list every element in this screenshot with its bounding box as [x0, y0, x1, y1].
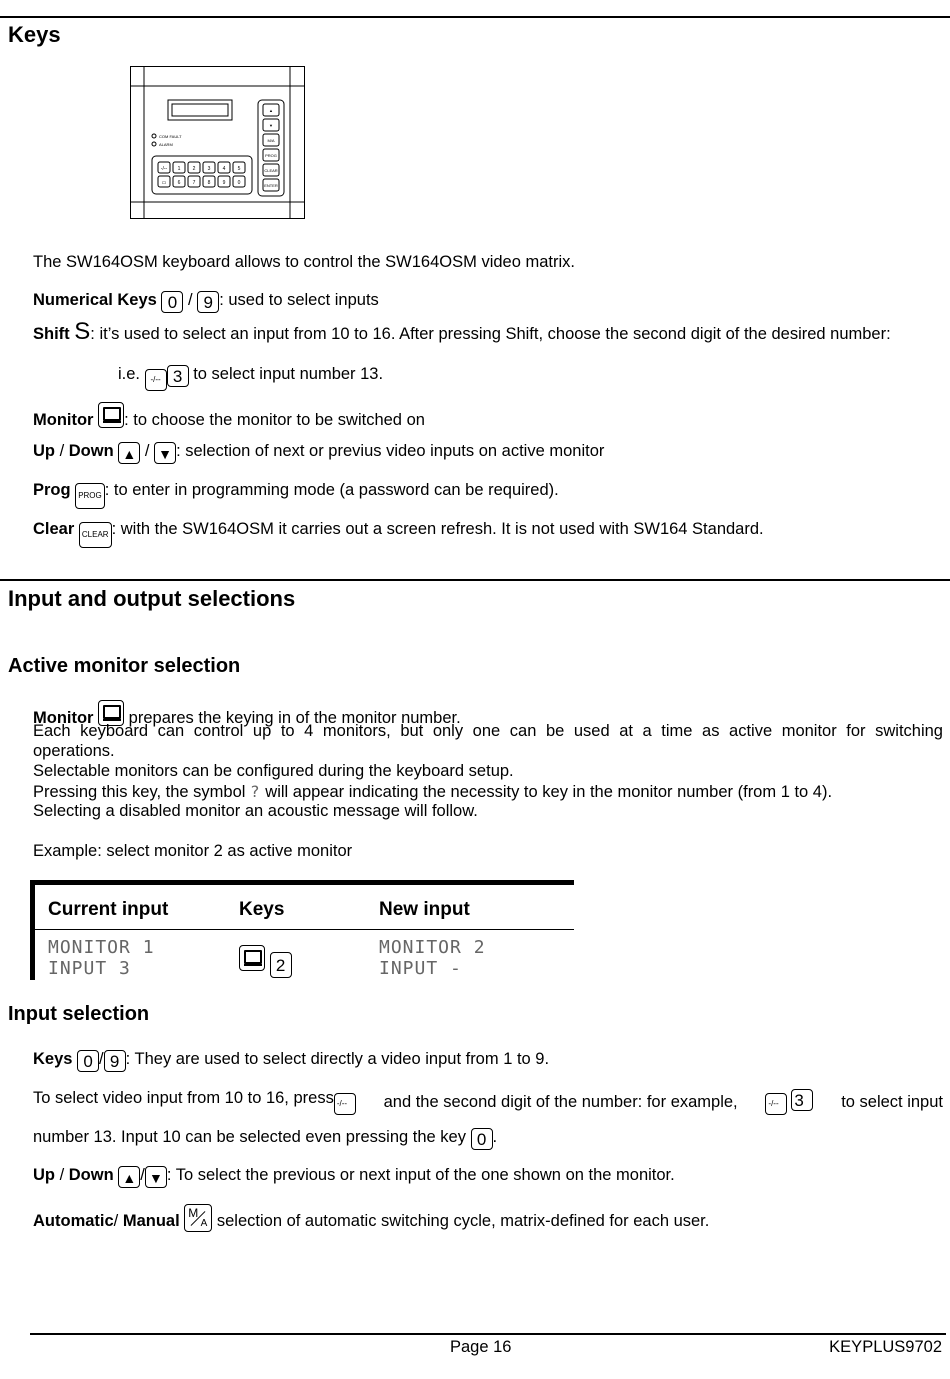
down-arrow-key-icon[interactable]: ▼ — [145, 1166, 167, 1188]
monitor-label-2: Monitor — [33, 709, 94, 727]
ie-desc: to select input number 13. — [193, 365, 384, 383]
number-line — [33, 1127, 497, 1150]
key-9[interactable]: 9 — [104, 1050, 126, 1072]
page-number: Page 16 — [450, 1338, 512, 1356]
auto-manual-desc: selection of automatic switching cycle, matrix-defined for each user. — [216, 1212, 710, 1230]
kbd-key-label: ▭ — [161, 180, 167, 186]
kbd-key-label: 0 — [237, 180, 241, 186]
updown2-line — [33, 1165, 675, 1188]
kbd-key-label: 2 — [192, 166, 196, 172]
footer-rule — [30, 1333, 946, 1335]
para-selectable: Selectable monitors can be configured during the keyboard setup. — [33, 762, 514, 780]
key-3[interactable]: 3 — [791, 1089, 813, 1111]
monitor-label: Monitor — [33, 411, 94, 429]
keys-select-desc: : They are used to select directly a video input from 1 to 9. — [125, 1050, 550, 1068]
clear-label: Clear — [33, 520, 75, 538]
keys-title: Keys — [8, 22, 61, 47]
key-3[interactable]: 3 — [167, 365, 189, 387]
down-arrow-key-icon[interactable]: ▼ — [154, 442, 176, 464]
kbd-key-label: 7 — [192, 180, 196, 186]
kbd-side-key-label: ENTER — [264, 183, 278, 188]
separator: / — [188, 291, 193, 309]
monitor-key-icon[interactable] — [98, 402, 124, 428]
col-current-input: Current input — [48, 899, 169, 920]
kbd-side-key-label: M/A — [267, 138, 275, 143]
current-input-line2: INPUT 3 — [48, 958, 131, 979]
numerical-keys-label: Numerical Keys — [33, 291, 157, 309]
down-label: Down — [68, 442, 114, 460]
doc-code: KEYPLUS9702 — [829, 1338, 942, 1356]
keys-select-line — [33, 1049, 549, 1072]
kbd-key-label: 1 — [177, 166, 181, 172]
kbd-key-label: 6 — [177, 180, 181, 186]
kbd-key-label: -/-- — [160, 166, 168, 172]
kbd-key-label: 3 — [207, 166, 211, 172]
slash: / — [113, 1212, 123, 1230]
up-label: Up — [33, 442, 55, 460]
new-input-line1: MONITOR 2 — [379, 937, 486, 958]
clear-desc: : with the SW164OSM it carries out a screen refresh. It is not used with SW164 Standard. — [111, 520, 764, 538]
input-selection-title: Input selection — [8, 1003, 150, 1025]
key-0[interactable]: 0 — [161, 291, 183, 313]
ie-prefix: i.e. — [118, 365, 141, 383]
kbd-side-key-label: ▼ — [269, 123, 273, 128]
para-symbol-b: will appear indicating the necessity to key in the monitor number (from 1 to 4). — [265, 783, 833, 801]
tens-a: To select video input from 10 to 16, press — [33, 1089, 334, 1107]
separator: / — [99, 1050, 104, 1068]
prog-key[interactable]: PROG — [75, 483, 105, 509]
separator: / — [144, 442, 150, 460]
tens-b: and the second digit of the number: for example, — [383, 1092, 738, 1111]
updown-desc: : selection of next or previus video inputs on active monitor — [176, 442, 605, 460]
key-a: A — [200, 1218, 208, 1229]
led-com-fault-label: COM FAULT — [159, 134, 182, 139]
tens-line — [33, 1088, 943, 1115]
auto-manual-key-icon[interactable] — [184, 1204, 212, 1232]
current-input-line1: MONITOR 1 — [48, 937, 155, 958]
kbd-key-label: 5 — [237, 166, 241, 172]
keys-label: Keys — [33, 1050, 73, 1068]
keys-intro: The SW164OSM keyboard allows to control the SW164OSM video matrix. — [33, 253, 575, 271]
para-disabled: Selecting a disabled monitor an acoustic message will follow. — [33, 802, 478, 820]
kbd-side-key-label: CLEAR — [264, 168, 278, 173]
automatic-label: Automatic — [33, 1212, 114, 1230]
para-monitors: Each keyboard can control up to 4 monitors, but only one can be used at a time as active monitor for switching — [33, 722, 943, 740]
up-arrow-key-icon[interactable]: ▲ — [118, 1166, 140, 1188]
numerical-keys-desc: : used to select inputs — [219, 291, 379, 309]
clear-key[interactable]: CLEAR — [79, 522, 112, 548]
manual-label: Manual — [122, 1212, 180, 1230]
monitor-line — [33, 402, 425, 430]
col-keys: Keys — [239, 899, 285, 920]
shift-key[interactable]: -/-- — [334, 1093, 356, 1115]
monitor-key-icon[interactable] — [239, 945, 265, 971]
key-2[interactable]: 2 — [270, 952, 292, 978]
prog-line — [33, 480, 559, 509]
key-0[interactable]: 0 — [471, 1128, 493, 1150]
up-label: Up — [33, 1166, 55, 1184]
key-0[interactable]: 0 — [77, 1050, 99, 1072]
example-table — [30, 880, 574, 980]
tens-c: to select input — [841, 1092, 943, 1111]
shift-key[interactable]: -/-- — [145, 369, 167, 391]
monitor-desc-2: prepares the keying in of the monitor number. — [128, 709, 461, 727]
kbd-key-label: 4 — [222, 166, 226, 172]
para-monitors-cont: operations. — [33, 742, 115, 760]
header-divider — [35, 929, 574, 930]
shift-desc: : it’s used to select an input from 10 to 16. After pressing Shift, choose the second digit of the desired number: — [90, 325, 891, 343]
led-alarm-label: ALARM — [159, 142, 173, 147]
updown2-desc: : To select the previous or next input of the one shown on the monitor. — [166, 1166, 675, 1184]
down-label: Down — [68, 1166, 114, 1184]
numerical-keys-line — [33, 290, 379, 313]
para-symbol — [33, 781, 943, 802]
updown-line — [33, 441, 604, 464]
slash: / — [55, 442, 69, 460]
section-rule — [0, 579, 950, 581]
kbd-side-key-label: PROG — [265, 153, 277, 158]
number-b: . — [492, 1128, 498, 1146]
monitor-desc: : to choose the monitor to be switched on — [124, 411, 425, 429]
separator: / — [140, 1166, 145, 1184]
top-rule — [0, 16, 950, 18]
prog-label: Prog — [33, 481, 71, 499]
new-input-line2: INPUT - — [379, 958, 462, 979]
shift-key[interactable]: -/-- — [765, 1093, 787, 1115]
active-monitor-title: Active monitor selection — [8, 655, 241, 677]
shift-line — [33, 318, 891, 345]
question-symbol: ? — [250, 782, 261, 801]
up-arrow-key-icon[interactable]: ▲ — [118, 442, 140, 464]
key-9[interactable]: 9 — [197, 291, 219, 313]
ie-line — [118, 364, 383, 391]
para-symbol-a: Pressing this key, the symbol — [33, 783, 246, 801]
key-m: M — [188, 1206, 199, 1220]
auto-manual-line — [33, 1204, 709, 1232]
keyboard-illustration — [130, 66, 306, 220]
example-text: Example: select monitor 2 as active monitor — [33, 842, 353, 860]
kbd-key-label: 9 — [222, 180, 226, 186]
shift-label: Shift — [33, 325, 70, 343]
shift-symbol: S — [74, 318, 91, 345]
number-a: number 13. Input 10 can be selected even pressing the key — [33, 1128, 466, 1146]
io-section-title: Input and output selections — [8, 586, 296, 611]
kbd-side-key-label: ▲ — [269, 108, 273, 113]
prog-desc: : to enter in programming mode (a password can be required). — [104, 481, 559, 499]
table-keys — [239, 945, 292, 978]
kbd-key-label: 8 — [207, 180, 211, 186]
clear-line — [33, 519, 764, 548]
col-new-input: New input — [379, 899, 470, 920]
slash: / — [55, 1166, 69, 1184]
